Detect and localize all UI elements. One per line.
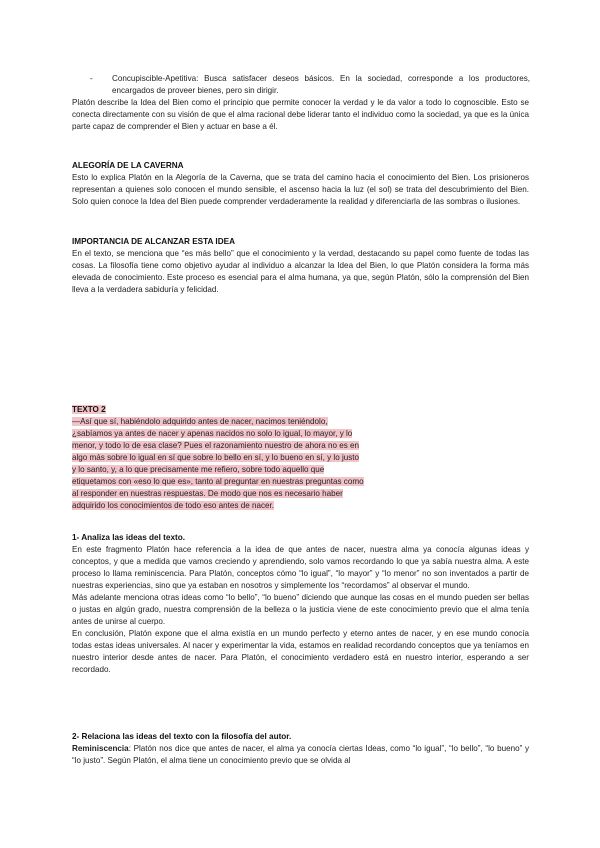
importance-heading: IMPORTANCIA DE ALCANZAR ESTA IDEA xyxy=(72,237,235,246)
texto2-heading-wrap xyxy=(72,404,529,416)
quote-line xyxy=(72,440,529,452)
quote-line-text: etiquetamos con «eso lo que es», tanto al preguntar en nuestras preguntas como xyxy=(72,477,364,486)
quote-line xyxy=(72,452,529,464)
quote-line-text: y lo santo, y, a lo que precisamente me refiero, sobre todo aquello que xyxy=(72,465,325,474)
q1-paragraph-3: En conclusión, Platón expone que el alma existía en un mundo perfecto y eterno antes de nacer, y en ese mundo conocía todas estas ideas universales. Al nacer y experimentar la vida, estamos en realidad recordando conceptos que ya teníamos en nuestro interior desde antes de nacer. Para Platón, el conocimiento verdadero está en nuestro interior, esperando a ser recordado. xyxy=(72,629,529,674)
quote-line xyxy=(72,428,529,440)
quote-line-text: menor, y todo lo de esa clase? Pues el razonamiento nuestro de ahora no es en xyxy=(72,441,360,450)
texto2-heading: TEXTO 2 xyxy=(72,405,106,414)
q1-paragraph-1: En este fragmento Platón hace referencia a la idea de que antes de nacer, nuestra alma ya conocía algunas ideas y conceptos, y que a medida que vamos creciendo y aprendiendo, solo vamos recordando lo que ya sabía nuestra alma. A este proceso lo llama reminiscencia. Para Platón, conceptos cómo “lo igual”, “lo mayor” y “lo menor” no son inventados a partir de nuestras experiencias, sino que ya estaban en nosotros y simplemente los “recordamos” al observar el mundo. xyxy=(72,545,529,590)
intro-paragraph: Platón describe la Idea del Bien como el principio que permite conocer la verdad y le da valor a todo lo cognoscible. Esto se conecta directamente con su visión de que el alma racional debe liderar tanto el individuo como la sociedad, ya que es la única parte capaz de comprender el Bien y actuar en base a él. xyxy=(72,98,529,131)
q1-paragraph-2: Más adelante menciona otras ideas como “lo bello”, “lo bueno” diciendo que aunque las cosas en el mundo pueden ser bellas o justas en algún grado, nuestra comprensión de la belleza o la justicia viene de este conocimiento previo que el alma tenía antes de unirse al cuerpo. xyxy=(72,593,529,626)
q1-heading: 1- Analiza las ideas del texto. xyxy=(72,533,185,542)
q2-term: Reminiscencia xyxy=(72,744,129,753)
bullet-text: Concupiscible-Apetitiva: Busca satisfacer deseos básicos. En la sociedad, corresponde a los productores, encargados de proveer bienes, pero sin dirigir. xyxy=(112,74,530,95)
bullet-item xyxy=(90,73,530,97)
quote-line xyxy=(72,416,529,428)
q2-paragraph xyxy=(72,743,529,767)
bullet-marker: - xyxy=(90,74,93,83)
quote-line xyxy=(72,488,529,500)
quote-line-text: algo más sobre lo igual en sí que sobre lo bello en sí, y lo bueno en sí, y lo justo xyxy=(72,453,360,462)
importance-paragraph: En el texto, se menciona que “es más bello” que el conocimiento y la verdad, destacando su papel como fuente de todas las cosas. La filosofía tiene como objetivo ayudar al individuo a alcanzar la Idea del Bien, lo que Platón considera la forma más elevada de conocimiento. Este proceso es esencial para el alma humana, ya que, según Platón, sólo la comprensión del Bien lleva a la verdadera sabiduría y felicidad. xyxy=(72,249,529,294)
q2-text: : Platón nos dice que antes de nacer, el alma ya conocía ciertas Ideas, como “lo igual”, “lo bello”, “lo bueno” y “lo justo”. Según Platón, el alma tiene un conocimiento previo que se olvida al xyxy=(72,744,529,765)
importance-section xyxy=(72,236,529,296)
quote-line xyxy=(72,476,529,488)
quote-line xyxy=(72,500,529,512)
q2-section xyxy=(72,731,529,767)
quote-line-text: ¿sabíamos ya antes de nacer y apenas nacidos no solo lo igual, lo mayor, y lo xyxy=(72,429,353,438)
texto2-quote xyxy=(72,416,529,512)
q1-section xyxy=(72,532,529,676)
texto2-section xyxy=(72,404,529,512)
cave-paragraph: Esto lo explica Platón en la Alegoría de la Caverna, que se trata del camino hacia el conocimiento del Bien. Los prisioneros representan a quienes solo conocen el mundo sensible, el ascenso hacia la luz (el sol) se trata del descubrimiento del Bien. Solo quien conoce la Idea del Bien puede comprender verdaderamente la realidad y diferenciarla de las sombras o ilusiones. xyxy=(72,173,529,206)
intro-section xyxy=(72,97,529,133)
cave-heading: ALEGORÍA DE LA CAVERNA xyxy=(72,161,184,170)
quote-line xyxy=(72,464,529,476)
q2-heading: 2- Relaciona las ideas del texto con la filosofía del autor. xyxy=(72,732,292,741)
quote-line-text: —Así que sí, habiéndolo adquirido antes de nacer, nacimos teniéndolo, xyxy=(72,417,328,426)
quote-line-text: al responder en nuestras respuestas. De modo que nos es necesario haber xyxy=(72,489,343,498)
cave-section xyxy=(72,160,529,208)
quote-line-text: adquirido los conocimientos de todo eso antes de nacer. xyxy=(72,501,275,510)
